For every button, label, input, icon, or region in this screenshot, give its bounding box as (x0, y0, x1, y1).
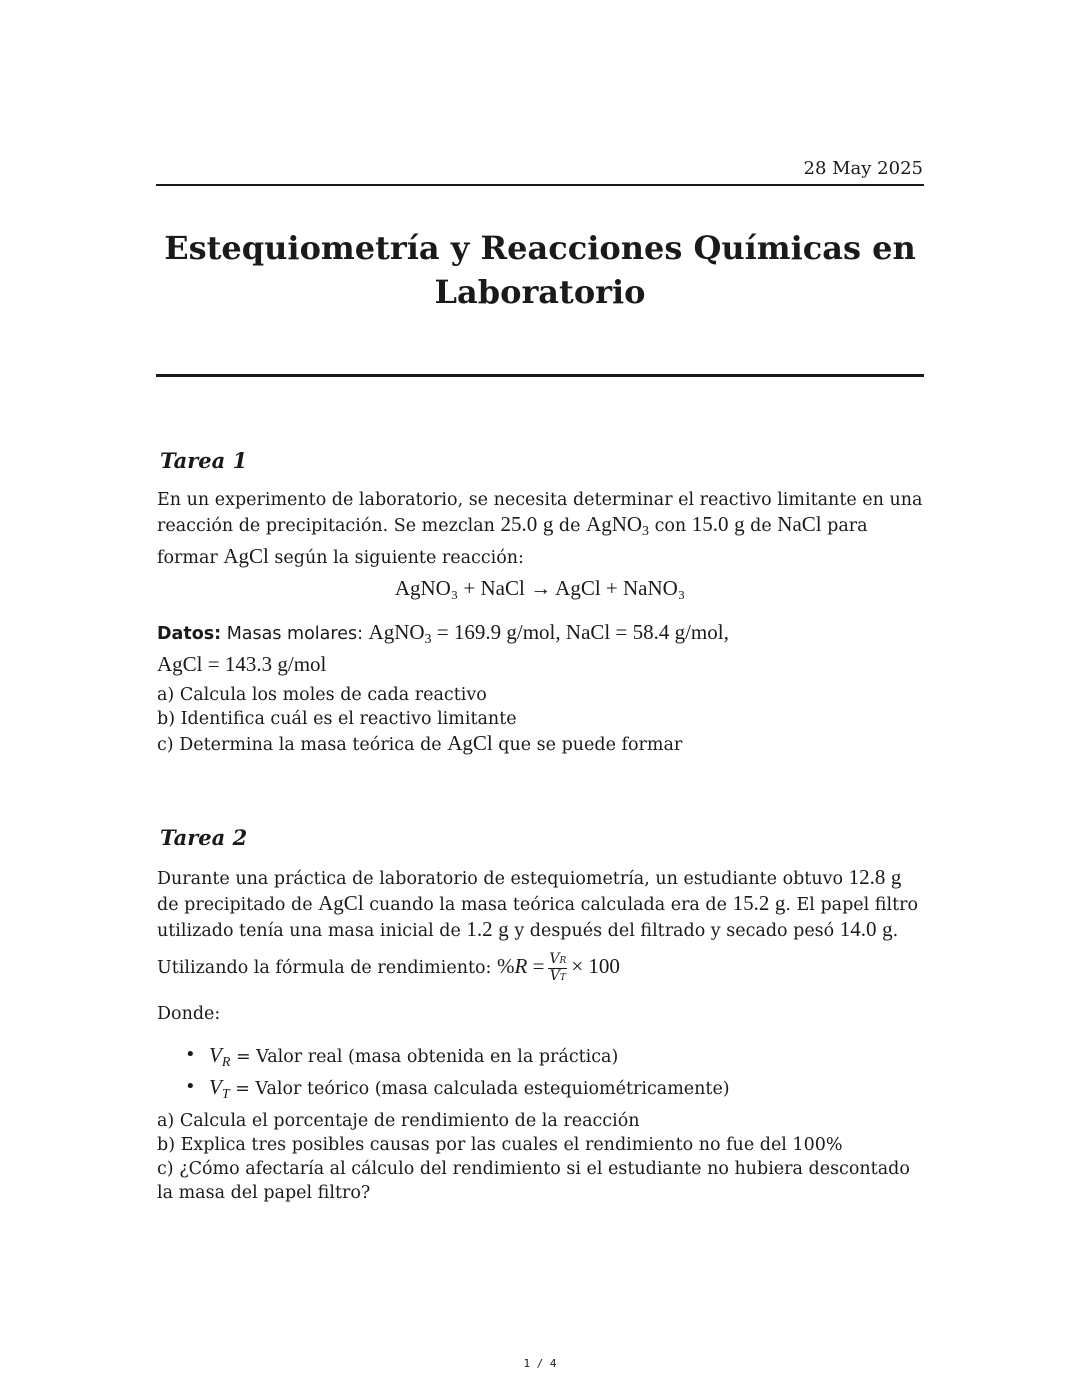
task1-questions (157, 683, 927, 757)
definition-vt: • $V_T$ = Valor teórico (masa calculada estequiométricamente) (185, 1075, 730, 1107)
task2-question-b: b) Explica tres posibles causas por las cuales el rendimiento no fue del 100% (157, 1135, 843, 1155)
task1-datos: Datos: Masas molares: AgNO$_3$ = 169.9 g/mol, NaCl = 58.4 g/mol, AgCl = 143.3 g/mol (157, 620, 729, 676)
document-title: Estequiometría y Reacciones Químicas en Laboratorio (164, 229, 916, 311)
task1-reaction: AgNO₃ + NaCl → AgCl + NaNO₃ (394, 576, 686, 600)
task2-questions (157, 1109, 927, 1205)
yield-fraction: $\frac{VR}{VT}$ (549, 951, 567, 984)
task1-question-a: a) Calcula los moles de cada reactivo (157, 685, 487, 705)
definition-vr: • $V_R$ = Valor real (masa obtenida en la práctica) (185, 1043, 730, 1075)
task1-question-b: b) Identifica cuál es el reactivo limitante (157, 709, 517, 729)
task2-question-a: a) Calcula el porcentaje de rendimiento de la reacción (157, 1111, 640, 1131)
task1-question-c: c) Determina la masa teórica de AgCl que se puede formar (157, 731, 683, 755)
page-number: 1 / 4 (523, 1357, 557, 1370)
task1-intro: En un experimento de laboratorio, se necesita determinar el reactivo limitante en una reacción de precipitación. Se mezclan 25.0 g de AgNO$_3$ con 15.0 g de NaCl para formar AgCl según la siguiente reacción: (157, 490, 923, 568)
task2-donde: Donde: (157, 1004, 221, 1024)
title-rule (156, 374, 924, 377)
task2-intro: Durante una práctica de laboratorio de estequiometría, un estudiante obtuvo 12.8 g de precipitado de AgCl cuando la masa teórica calculada era de 15.2 g. El papel filtro utilizado tenía una masa inicial de 1.2 g y después del filtrado y secado pesó 14.0 g. (157, 865, 919, 941)
task1-heading: Tarea 1 (160, 448, 248, 473)
header-date: 28 May 2025 (803, 158, 923, 179)
task2-heading: Tarea 2 (160, 825, 248, 850)
task2-formula: Utilizando la fórmula de rendimiento: %R = $\frac{VR}{VT}$ × 100 (157, 951, 620, 984)
task2-question-c: c) ¿Cómo afectaría al cálculo del rendimiento si el estudiante no hubiera descontado la masa del papel filtro? (157, 1159, 910, 1203)
task2-definitions (185, 1043, 730, 1107)
header-rule (156, 184, 924, 186)
